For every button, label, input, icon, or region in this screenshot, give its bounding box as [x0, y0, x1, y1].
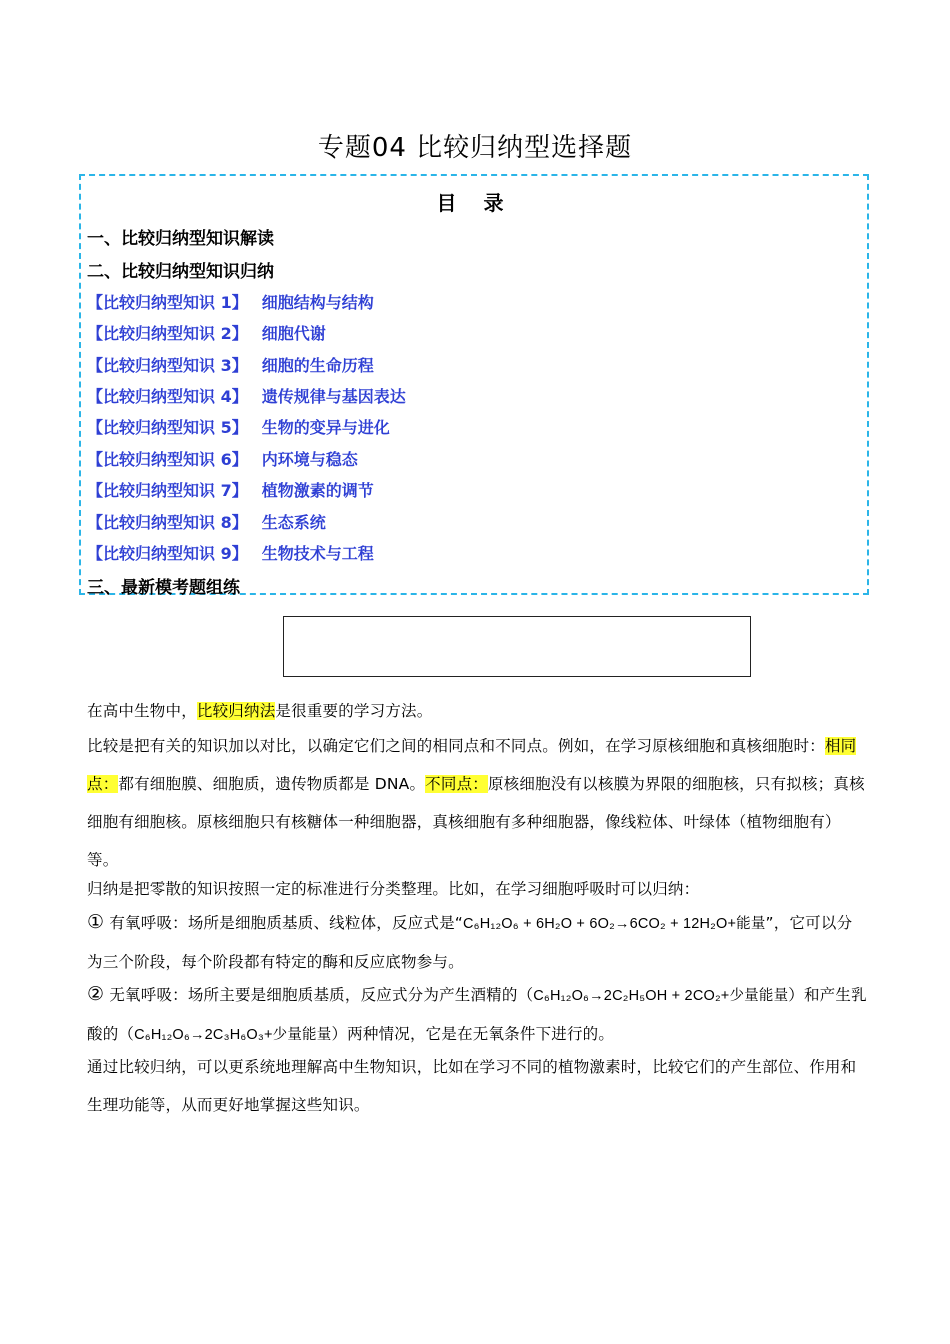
- text: 在高中生物中，: [87, 702, 197, 720]
- alcohol-formula: C₆H₁₂O₆→2C₂H₅OH + 2CO₂+少量能量: [533, 988, 789, 1004]
- toc-item-tag: 【比较归纳型知识 2】: [87, 324, 248, 343]
- toc-item-topic: 植物激素的调节: [261, 481, 374, 500]
- paragraph-anaerobic: [87, 975, 867, 1054]
- number-2: ②: [87, 983, 105, 1005]
- toc-item-5[interactable]: [87, 416, 390, 440]
- toc-item-topic: 细胞代谢: [261, 324, 326, 343]
- text: ”，它可以分为三个阶段，每个阶段都有特定的酶和反应底物参与。: [87, 914, 853, 971]
- text: 有氧呼吸：场所是细胞质基质、线粒体，反应式是“: [104, 914, 463, 932]
- paragraph-aerobic: [87, 903, 867, 981]
- paragraph-summary: 通过比较归纳，可以更系统地理解高中生物知识，比如在学习不同的植物激素时，比较它们的产生部位、作用和生理功能等，从而更好地掌握这些知识。: [87, 1058, 857, 1114]
- text: 比较是把有关的知识加以对比，以确定它们之间的相同点和不同点。例如，在学习原核细胞和真核细胞时：: [87, 737, 825, 755]
- toc-item-1[interactable]: [87, 291, 374, 315]
- toc-item-tag: 【比较归纳型知识 7】: [87, 481, 248, 500]
- page-title: 专题04 比较归纳型选择题: [317, 133, 633, 163]
- toc-item-tag: 【比较归纳型知识 9】: [87, 544, 248, 563]
- toc-item-tag: 【比较归纳型知识 3】: [87, 356, 248, 375]
- toc-heading: 目 录: [436, 191, 514, 215]
- toc-item-3[interactable]: [87, 354, 374, 378]
- text: 原核细胞没有以核膜为界限的细胞核，只有拟核；真核细胞有细胞核。原核细胞只有核糖体一种细胞器，真核细胞有多种细胞器，像线粒体、叶绿体（植物细胞有）等。: [87, 775, 865, 869]
- paragraph-intro: [87, 692, 867, 730]
- toc-item-tag: 【比较归纳型知识 1】: [87, 293, 248, 312]
- highlight-method: 比较归纳法: [196, 702, 276, 720]
- toc-item-topic: 生物技术与工程: [261, 544, 374, 563]
- text: 是很重要的学习方法。: [275, 702, 433, 720]
- paragraph-induction: 归纳是把零散的知识按照一定的标准进行分类整理。比如，在学习细胞呼吸时可以归纳：: [87, 880, 700, 898]
- text: 无氧呼吸：场所主要是细胞质基质，反应式分为产生酒精的（: [104, 986, 534, 1004]
- toc-section-3[interactable]: 三、最新模考题组练: [87, 578, 240, 598]
- lactic-formula: C₆H₁₂O₆→2C₃H₆O₃+少量能量: [134, 1027, 332, 1043]
- toc-item-topic: 细胞结构与结构: [261, 293, 374, 312]
- toc-item-2[interactable]: [87, 322, 326, 346]
- toc-item-6[interactable]: [87, 448, 358, 472]
- toc-section-1[interactable]: 一、比较归纳型知识解读: [87, 229, 274, 249]
- text: ）和产生乳酸的（: [87, 986, 867, 1043]
- toc-item-8[interactable]: [87, 511, 326, 535]
- number-1: ①: [87, 911, 105, 933]
- toc-item-topic: 细胞的生命历程: [261, 356, 374, 375]
- toc-section-2[interactable]: 二、比较归纳型知识归纳: [87, 262, 274, 282]
- toc-item-9[interactable]: [87, 542, 374, 566]
- toc-item-tag: 【比较归纳型知识 4】: [87, 387, 248, 406]
- toc-item-topic: 生物的变异与进化: [261, 418, 390, 437]
- toc-item-topic: 遗传规律与基因表达: [261, 387, 406, 406]
- toc-item-tag: 【比较归纳型知识 5】: [87, 418, 248, 437]
- aerobic-formula: C₆H₁₂O₆ + 6H₂O + 6O₂→6CO₂ + 12H₂O+能量: [463, 916, 766, 932]
- text: 都有细胞膜、细胞质，遗传物质都是 DNA。: [118, 775, 426, 793]
- text: ）两种情况，它是在无氧条件下进行的。: [331, 1025, 615, 1043]
- toc-item-topic: 生态系统: [261, 513, 326, 532]
- highlight-same: 相同点：: [87, 737, 857, 793]
- paragraph-comparison: [87, 727, 867, 879]
- highlight-diff: 不同点：: [425, 775, 488, 793]
- toc-item-tag: 【比较归纳型知识 6】: [87, 450, 248, 469]
- toc-item-topic: 内环境与稳态: [261, 450, 358, 469]
- toc-item-7[interactable]: [87, 479, 374, 503]
- toc-item-4[interactable]: [87, 385, 406, 409]
- toc-item-tag: 【比较归纳型知识 8】: [87, 513, 248, 532]
- empty-heading-box: [283, 616, 751, 677]
